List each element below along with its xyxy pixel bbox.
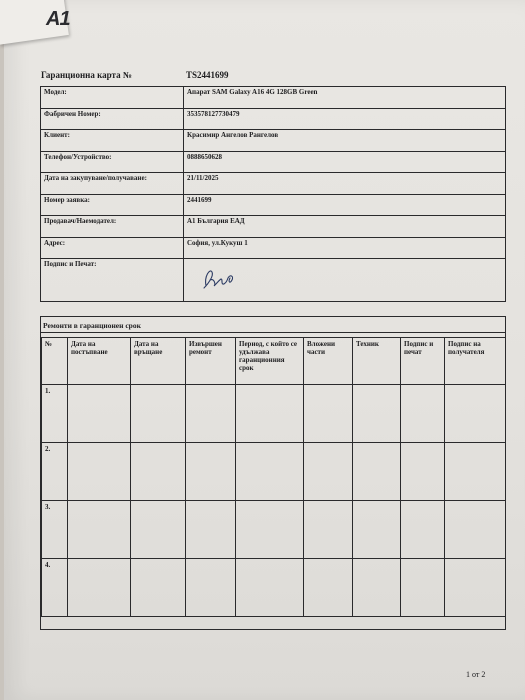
repair-cell xyxy=(236,559,304,617)
repairs-column-header: Техник xyxy=(353,338,401,385)
info-row xyxy=(41,173,506,195)
info-label: Продавач/Наемодател: xyxy=(41,216,184,238)
repair-cell xyxy=(68,385,131,443)
repairs-table xyxy=(41,337,506,617)
repair-cell xyxy=(236,501,304,559)
repair-cell xyxy=(353,501,401,559)
info-row xyxy=(41,194,506,216)
repairs-row xyxy=(42,501,506,559)
repair-row-number: 2. xyxy=(42,443,68,501)
info-value: 0888650628 xyxy=(184,151,506,173)
warranty-card-header xyxy=(41,70,229,80)
repairs-title: Ремонти в гаранционен срок xyxy=(43,321,141,330)
repair-cell xyxy=(401,501,445,559)
warranty-card-number: TS2441699 xyxy=(186,70,229,80)
info-value: 353578127730479 xyxy=(184,108,506,130)
repairs-column-header: Дата на постъпване xyxy=(68,338,131,385)
repair-cell xyxy=(401,559,445,617)
info-row xyxy=(41,130,506,152)
repair-row-number: 3. xyxy=(42,501,68,559)
repair-cell xyxy=(186,501,236,559)
repairs-row xyxy=(42,443,506,501)
repair-cell xyxy=(131,443,186,501)
page-number: 1 от 2 xyxy=(466,670,486,679)
repairs-column-header: Извършен ремонт xyxy=(186,338,236,385)
info-label: Фабричен Номер: xyxy=(41,108,184,130)
repair-cell xyxy=(353,559,401,617)
info-label: Адрес: xyxy=(41,237,184,259)
repairs-column-header: Подпис и печат xyxy=(401,338,445,385)
info-label: Модел: xyxy=(41,87,184,109)
repair-cell xyxy=(353,385,401,443)
document-page xyxy=(4,0,525,700)
repair-cell xyxy=(131,559,186,617)
repair-cell xyxy=(445,559,506,617)
repair-cell xyxy=(445,385,506,443)
repair-cell xyxy=(236,385,304,443)
repair-cell xyxy=(304,501,353,559)
repair-cell xyxy=(186,443,236,501)
repair-cell xyxy=(131,385,186,443)
info-label: Дата на закупуване/получаване: xyxy=(41,173,184,195)
info-row xyxy=(41,108,506,130)
warranty-info-table xyxy=(40,86,506,302)
repairs-column-header: Вложени части xyxy=(304,338,353,385)
repair-cell xyxy=(353,443,401,501)
info-label: Телефон/Устройство: xyxy=(41,151,184,173)
info-label: Клиент: xyxy=(41,130,184,152)
repairs-column-header: Подпис на получателя xyxy=(445,338,506,385)
repairs-section xyxy=(40,316,506,630)
repair-cell xyxy=(445,443,506,501)
repairs-row xyxy=(42,559,506,617)
repair-cell xyxy=(304,443,353,501)
handwritten-signature xyxy=(200,262,240,292)
warranty-card-label: Гаранционна карта № xyxy=(41,70,132,80)
repairs-row xyxy=(42,385,506,443)
info-value: А1 България ЕАД xyxy=(184,216,506,238)
info-row xyxy=(41,87,506,109)
repair-row-number: 4. xyxy=(42,559,68,617)
repair-cell xyxy=(401,385,445,443)
info-label: Номер заявка: xyxy=(41,194,184,216)
repair-cell xyxy=(304,385,353,443)
repair-cell xyxy=(445,501,506,559)
repair-cell xyxy=(401,443,445,501)
info-value: София, ул.Кукуш 1 xyxy=(184,237,506,259)
repairs-column-header: Период, с който се удължава гаранционния срок xyxy=(236,338,304,385)
repairs-column-header: Дата на връщане xyxy=(131,338,186,385)
repair-cell xyxy=(68,501,131,559)
repair-cell xyxy=(68,443,131,501)
repair-cell xyxy=(236,443,304,501)
info-row xyxy=(41,237,506,259)
info-value: 2441699 xyxy=(184,194,506,216)
repairs-title-divider xyxy=(41,332,505,333)
repair-cell xyxy=(186,559,236,617)
signature-row xyxy=(41,259,506,302)
info-value: Апарат SAM Galaxy A16 4G 128GB Green xyxy=(184,87,506,109)
signature-label: Подпис и Печат: xyxy=(41,259,184,302)
repair-cell xyxy=(186,385,236,443)
a1-logo: A1 xyxy=(46,8,70,30)
repairs-column-header: № xyxy=(42,338,68,385)
info-value: Красимир Ангелов Рангелов xyxy=(184,130,506,152)
repair-cell xyxy=(131,501,186,559)
info-row xyxy=(41,216,506,238)
info-value: 21/11/2025 xyxy=(184,173,506,195)
repair-cell xyxy=(304,559,353,617)
info-row xyxy=(41,151,506,173)
repair-row-number: 1. xyxy=(42,385,68,443)
repair-cell xyxy=(68,559,131,617)
